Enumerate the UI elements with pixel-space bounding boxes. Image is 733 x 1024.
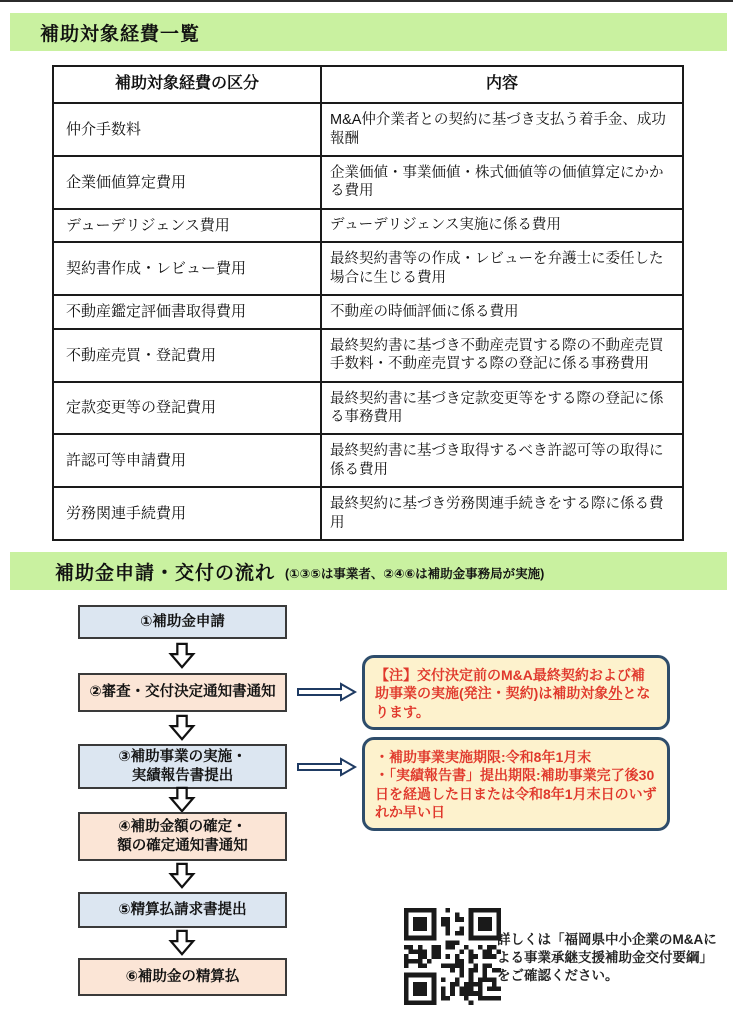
table-row xyxy=(53,382,683,435)
column-header-description: 内容 xyxy=(321,66,683,103)
expense-description: 最終契約書等の作成・レビューを弁護士に委任した場合に生じる費用 xyxy=(321,242,683,295)
flow-step-3 xyxy=(78,744,287,789)
column-header-category: 補助対象経費の区分 xyxy=(53,66,321,103)
section-flow-header xyxy=(10,552,727,590)
expense-description: デューデリジェンス実施に係る費用 xyxy=(321,209,683,243)
qr-code xyxy=(404,908,501,1005)
section-expenses-title: 補助対象経費一覧 xyxy=(40,23,201,45)
flow-step-label: ⑤精算払請求書提出 xyxy=(118,901,247,918)
down-arrow-icon xyxy=(168,714,196,742)
expense-description: M&A仲介業者との契約に基づき支払う着手金、成功報酬 xyxy=(321,103,683,156)
note-text-underlined: 外 xyxy=(608,685,623,702)
table-row xyxy=(53,329,683,382)
note-subsidy-exclusion xyxy=(362,655,670,730)
table-row xyxy=(53,209,683,243)
note-text: 【注】交付決定前のM&A最終契約および補助事業の実施(発注・契約)は補助対象 xyxy=(375,667,645,702)
flow-step-label: ②審査・交付決定通知書通知 xyxy=(89,684,276,701)
expense-category: 許認可等申請費用 xyxy=(53,434,321,487)
qr-caption: 詳しくは「福岡県中小企業のM&Aによる事業承継支援補助金交付要綱」をご確認ください。 xyxy=(497,932,717,984)
flow-step-label: 実績報告書提出 xyxy=(131,767,234,784)
expenses-table xyxy=(52,65,684,541)
expense-description: 最終契約書に基づき定款変更等をする際の登記に係る事務費用 xyxy=(321,382,683,435)
flow-step-2 xyxy=(78,673,287,712)
flow-step-label: ④補助金額の確定・ xyxy=(118,818,247,835)
expense-description: 不動産の時価評価に係る費用 xyxy=(321,295,683,329)
page-top-rule xyxy=(0,0,733,2)
expense-category: 定款変更等の登記費用 xyxy=(53,382,321,435)
table-row xyxy=(53,156,683,209)
flow-step-label: ①補助金申請 xyxy=(140,613,225,630)
expense-description: 企業価値・事業価値・株式価値等の価値算定にかかる費用 xyxy=(321,156,683,209)
expense-description: 最終契約書に基づき取得するべき許認可等の取得に係る費用 xyxy=(321,434,683,487)
right-arrow-icon xyxy=(296,756,358,778)
expense-category: 契約書作成・レビュー費用 xyxy=(53,242,321,295)
flow-step-5 xyxy=(78,892,287,928)
note-deadline-line: ・補助事業実施期限:令和8年1月末 xyxy=(375,749,592,765)
flow-step-4 xyxy=(78,812,287,861)
flow-step-label: ⑥補助金の精算払 xyxy=(125,968,240,985)
table-row xyxy=(53,434,683,487)
expense-description: 最終契約に基づき労務関連手続きをする際に係る費用 xyxy=(321,487,683,540)
note-deadlines xyxy=(362,737,670,831)
table-row xyxy=(53,295,683,329)
table-header-row xyxy=(53,66,683,103)
expense-description: 最終契約書に基づき不動産売買する際の不動産売買手数料・不動産売買する際の登記に係る事務費用 xyxy=(321,329,683,382)
expense-category: 企業価値算定費用 xyxy=(53,156,321,209)
note-deadline-line: ・「実績報告書」提出期限:補助事業完了後30日を経過した日または令和8年1月末日のいずれか早い日 xyxy=(375,767,657,821)
table-row xyxy=(53,103,683,156)
expense-category: デューデリジェンス費用 xyxy=(53,209,321,243)
down-arrow-icon xyxy=(168,642,196,670)
table-row xyxy=(53,487,683,540)
right-arrow-icon xyxy=(296,681,358,703)
flow-step-1 xyxy=(78,605,287,639)
expense-category: 不動産売買・登記費用 xyxy=(53,329,321,382)
down-arrow-icon xyxy=(168,786,196,814)
flow-step-6 xyxy=(78,958,287,996)
note-text: となります。 xyxy=(375,685,651,720)
expense-category: 不動産鑑定評価書取得費用 xyxy=(53,295,321,329)
expense-category: 仲介手数料 xyxy=(53,103,321,156)
flow-step-label: 額の確定通知書通知 xyxy=(117,837,248,854)
section-expenses-header xyxy=(10,13,727,51)
down-arrow-icon xyxy=(168,862,196,890)
section-flow-title: 補助金申請・交付の流れ xyxy=(55,562,276,584)
down-arrow-icon xyxy=(168,929,196,957)
section-flow-note: (①③⑤は事業者、②④⑥は補助金事務局が実施) xyxy=(285,567,545,581)
flow-step-label: ③補助事業の実施・ xyxy=(118,748,247,765)
table-row xyxy=(53,242,683,295)
expense-category: 労務関連手続費用 xyxy=(53,487,321,540)
